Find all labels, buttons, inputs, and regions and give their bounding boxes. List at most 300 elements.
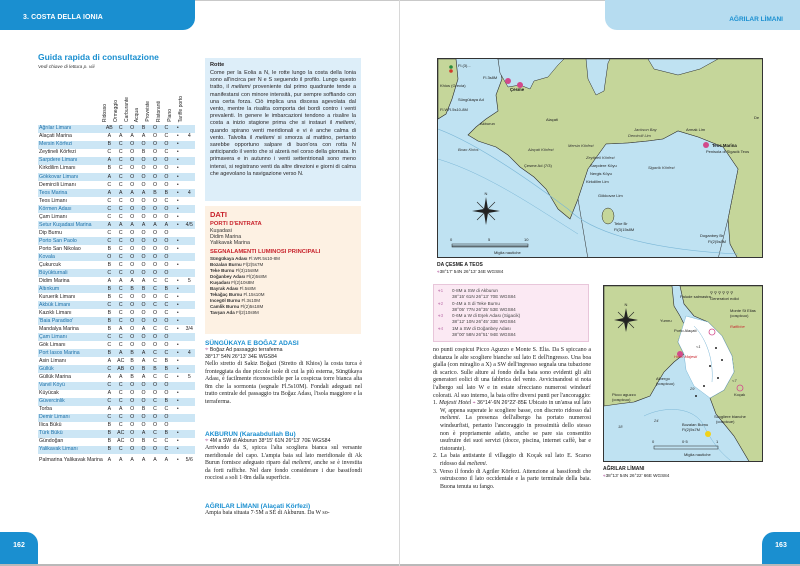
rating-cell: 5 [187,373,191,380]
rating-cell: A [130,277,134,284]
table-row [38,414,195,422]
rating-cell [184,157,195,165]
rating-cell: O [149,414,160,422]
lights-title: SEGNALAMENTI LUMINOSI PRINCIPALI [210,248,321,255]
table-row [38,446,195,454]
svg-text:Generatori eolici: Generatori eolici [710,296,740,301]
svg-text:Çesme: Çesme [510,87,525,92]
rating-cell [172,269,183,277]
place-name: Kuruerik Limanı [39,293,76,300]
table-row [38,317,195,325]
rating-cell: A [107,389,112,396]
table-row [38,422,195,430]
rating-cell: O [161,173,172,181]
rating-cell: AC [117,357,125,364]
place-name: Mersin Körfezi [38,141,104,149]
rating-cell: O [126,125,137,133]
rating-cell [184,205,195,213]
rating-cell: B [107,293,112,300]
rating-cell: • [172,221,183,229]
rating-cell: B [104,430,115,438]
rating-cell: O [138,382,149,390]
rating-cell: C [164,309,169,316]
chart-cesme-to-teos[interactable] [437,58,763,258]
place-name: Dip Burnu [39,229,63,236]
table-row [38,165,195,173]
rating-cell: O [130,389,135,396]
rating-cell: A [141,373,146,380]
rating-cell: O [141,213,146,220]
svg-text:Miglia nautiche: Miglia nautiche [684,452,711,457]
svg-text:Akburun: Akburun [480,121,495,126]
rating-cell: O [126,301,137,309]
svg-text:Teos Marina: Teos Marina [712,143,737,148]
rating-cell: AC [117,438,125,445]
table-row [38,293,195,301]
table-row [38,205,195,213]
quick-guide-title: Guida rapida di consultazione [38,52,159,62]
rating-cell: B [104,349,115,357]
rating-cell: A [118,133,123,140]
rating-cell: O [149,269,160,277]
rating-cell: O [149,173,160,181]
rating-cell: O [164,165,169,172]
rating-cell: O [164,261,169,268]
rating-cell: C [149,301,160,309]
rating-cell: O [126,173,137,181]
quick-guide-subtitle: Vedi chiave di lettura p. viii [38,65,95,70]
section-header-title: AĞRILAR LİMANI [729,16,783,23]
table-row [38,398,195,406]
rating-cell: O [138,301,149,309]
rating-cell [172,333,183,341]
rating-cell: • [172,173,183,181]
rating-cell: • [176,325,179,332]
light-entry: Tavşan Ada Fl(2)10s9M [210,310,259,316]
entry-port: Yalikavak Marina [210,240,250,247]
rating-cell: A [130,133,134,140]
svg-text:Alaçati: Alaçati [546,117,559,122]
rating-cell: AB [115,365,126,373]
rating-cell: C [161,125,172,133]
waypoint-icon: ⌖ [437,269,440,274]
rating-cell: O [126,317,137,325]
rating-cell: C [104,333,115,341]
rating-cell: A [141,133,146,140]
place-name: Altınkum [38,285,104,293]
svg-text:Hotel Majesti: Hotel Majesti [674,354,698,359]
rating-cell [184,173,195,181]
rating-cell: O [126,269,137,277]
rating-cell: B [107,325,112,332]
place-name: Küyücak [39,389,59,396]
rating-cell: B [161,189,172,197]
rating-cell: C [104,301,115,309]
rating-cell: • [176,165,179,172]
svg-text:18: 18 [618,424,623,429]
rating-cell: B [104,141,115,149]
rating-cell: B [141,149,146,156]
rating-cell: B [107,165,112,172]
rating-cell: • [176,293,179,300]
rating-cell: B [107,438,112,445]
rating-cell: C [164,405,169,412]
rating-cell: • [176,373,179,380]
rating-cell: O [130,165,135,172]
rating-cell: • [176,261,179,268]
rating-cell: B [161,398,172,406]
rating-cell: O [138,269,149,277]
rating-cell: C [107,229,112,236]
anchorage-item: 2. La baia antistante il villaggio di Koçak sul lato E. Scarso ridosso dal meltemi. [433,453,591,467]
rating-cell: C [115,414,126,422]
rating-cell: O [130,149,135,156]
rating-cell: 5 [187,277,191,284]
svg-text:Fl.3s8M: Fl.3s8M [483,75,498,80]
rating-cell: A [104,173,115,181]
rating-cell: C [118,165,123,172]
rating-cell [184,149,195,157]
table-row [38,301,195,309]
rating-cell [184,237,195,245]
place-name: Körmen Adası [38,205,104,213]
svg-text:De: De [754,115,760,120]
rating-cell: • [172,365,183,373]
entry-ports-title: PORTI D'ENTRATA [210,221,262,227]
table-row [38,438,195,446]
rating-cell [184,446,195,454]
rating-cell: O [138,317,149,325]
table-row [38,365,195,373]
waypoint-line: ⌖ Boğaz Ad passaggio terraferma [205,347,283,353]
rating-cell: B [149,189,160,197]
table-row [38,157,195,165]
svg-text:Demircili Lim: Demircili Lim [628,133,651,138]
rating-cell: O [161,269,172,277]
rating-cell: 4 [187,133,191,140]
rating-cell: O [130,438,135,445]
rating-cell [184,269,195,277]
rating-cell: O [126,205,137,213]
rating-cell: B [107,421,112,428]
table-row [38,261,195,269]
rating-cell: C [164,293,169,300]
waypoint-icon: ⌖ [205,438,209,444]
table-row [38,125,195,133]
table-row [38,213,195,221]
rating-cell: A [126,221,137,229]
rating-cell: O [126,333,137,341]
rating-cell: A [104,189,115,197]
rating-cell: A [164,457,169,464]
light-entry: Bayrak Adası Fl.5s8M [210,285,256,291]
section-title: AKBURUN (Karaabdullah Bu) [205,431,296,438]
rating-cell [184,125,195,133]
rating-cell: A [141,277,146,284]
rating-cell: O [152,197,158,204]
rating-cell: C [115,398,126,406]
place-name: Kazıklı Limanı [39,309,72,316]
rating-cell [184,165,195,173]
rating-cell: O [141,421,146,428]
rating-cell: B [149,365,160,373]
waypoints-box [433,284,589,342]
rating-cell: C [104,382,115,390]
coordinates: 38°17' 54N 26°13' 34E WGS84 [205,354,277,360]
table-row [38,189,195,197]
waypoint-icon: ⌖3 [438,313,444,319]
rating-cell: • [172,317,183,325]
rating-cell: C [164,197,169,204]
rating-cell: C [149,430,160,438]
rating-cell: C [118,293,123,300]
rating-cell: O [149,333,160,341]
section-title: AĞRILAR LİMANI (Alaçati Körfezi) [205,503,311,510]
rating-cell: O [161,237,172,245]
rating-cell: AB [104,125,115,133]
rating-cell: C [153,277,157,284]
rating-cell [184,301,195,309]
rating-cell: O [130,341,135,348]
rating-cell: A [138,189,149,197]
rating-cell: O [161,157,172,165]
rating-cell: 4 [184,189,195,197]
rating-cell: A [107,277,112,284]
rating-cell: A [161,221,172,229]
rating-cell: A [118,277,123,284]
rating-cell: O [138,398,149,406]
place-name: Porto San Nikolao [39,245,81,252]
rating-cell [184,430,195,438]
rating-cell: • [172,430,183,438]
svg-text:Miglia nautiche: Miglia nautiche [494,250,521,255]
rating-cell: C [115,382,126,390]
rating-cell: • [172,301,183,309]
rating-cell: O [149,382,160,390]
rating-cell: 5/6 [185,457,193,464]
section-sungukaya [205,340,362,407]
rating-cell: 4 [184,349,195,357]
place-name: Teos Marina [38,189,104,197]
rating-cell: O [141,341,146,348]
rating-cell: C [115,301,126,309]
section-title: SÜNGÜKAYA E BOĞAZ ADASI [205,340,299,347]
rating-cell: A [130,457,134,464]
rating-cell [184,181,195,189]
place-name: Porto San Paolo [38,237,104,245]
place-name: Akbük Limanı [38,301,104,309]
rating-cell: O [141,309,146,316]
place-name: Teos Limanı [39,197,67,204]
rating-cell: C [115,446,126,454]
rating-cell: • [172,189,183,197]
column-header: Piano [166,109,173,122]
waypoint-icon: ⌖4 [438,325,444,331]
svg-text:(cospicuo): (cospicuo) [612,397,631,402]
rating-cell: O [164,229,169,236]
rating-cell: O [161,253,172,261]
rating-cell: B [104,446,115,454]
chart-agrilar-limani-graphic [604,286,763,462]
rating-cell: O [161,414,172,422]
rating-cell: C [161,446,172,454]
place-name: Çukurcuk [39,261,61,268]
table-row [38,382,195,390]
rating-cell: O [130,261,135,268]
place-name: Mandalya Marina [39,325,79,332]
chart-agrilar-limani[interactable] [603,285,763,462]
svg-text:Bozalan Burnu: Bozalan Burnu [682,422,709,427]
rating-cell: O [152,389,158,396]
svg-text:N: N [484,191,488,196]
rating-cell: C [153,357,157,364]
rating-cell: A [138,349,149,357]
rating-cell: O [141,165,146,172]
rating-cell: C [107,341,112,348]
rating-cell: O [141,261,146,268]
rating-cell: B [164,357,169,364]
rating-cell: O [149,317,160,325]
rating-cell: O [130,229,135,236]
svg-text:Fl(3)15s8M: Fl(3)15s8M [614,227,635,232]
rating-cell: AC [115,430,126,438]
svg-text:<7: <7 [732,378,737,383]
rating-cell: A [141,357,146,364]
table-row [38,390,195,398]
table-row [38,349,195,357]
column-header: Tariffe porto [177,95,184,122]
rating-cell: O [130,181,135,188]
rating-cell [184,357,195,365]
page-number: 163 [775,542,787,549]
anchorage-list [433,400,591,491]
place-name: Palmarina Yalikavak Marina [39,456,103,463]
rating-cell: C [115,125,126,133]
anchorage-item: 3. Verso il fondo di Agriler Körfezi. Attenzione ai bassifondi che ostruiscono il lato occidentale e la parte terminale della baia. Buona tenuta su fango. [433,468,591,490]
place-name: 'Baia Paradiso' [38,317,104,325]
rating-cell [184,398,195,406]
rating-cell [172,382,183,390]
rating-cell: • [172,141,183,149]
svg-text:(cospicuo): (cospicuo) [730,313,749,318]
rating-cell: • [176,457,179,464]
rating-cell: O [130,325,135,332]
svg-text:<1: <1 [696,344,701,349]
rating-cell: C [104,365,115,373]
rating-cell [172,422,183,430]
rating-cell: C [104,205,115,213]
rating-cell: • [176,197,179,204]
rating-cell: • [172,446,183,454]
table-row [38,221,195,229]
rating-cell: • [176,389,179,396]
rating-cell: C [164,133,169,140]
rating-cell: C [107,149,112,156]
rating-cell: B [130,357,134,364]
rating-cell: B [161,365,172,373]
rating-cell [184,390,195,398]
chart-caption: AĞRILAR LİMANI [603,466,645,472]
place-name: Çam Limanı [38,333,104,341]
rating-cell: B [126,285,137,293]
table-row [38,237,195,245]
svg-text:Fl(2)5s7M: Fl(2)5s7M [682,427,701,432]
rating-cell: • [176,405,179,412]
rating-cell: A [104,157,115,165]
rating-cell: O [138,414,149,422]
rating-cell: C [118,245,123,252]
rating-cell: A [138,430,149,438]
waypoint-icon: ⌖ [603,473,606,478]
rating-cell: A [118,373,123,380]
rating-cell: 3/4 [185,325,193,332]
rating-cell: • [176,277,179,284]
rating-cell: O [126,365,137,373]
svg-text:(cospicue): (cospicue) [716,419,735,424]
table-row [38,229,195,237]
place-name: Kovala [38,253,104,261]
svg-text:Fl(2)5s8M: Fl(2)5s8M [708,239,727,244]
place-name: Asin Limanı [39,357,67,364]
right-page [400,0,800,566]
rating-cell: O [161,141,172,149]
rating-cell: O [152,165,158,172]
chart-cesme-to-teos-graphic [438,59,763,258]
data-title: DATI [210,210,227,219]
svg-text:Çesme Ad (7/3): Çesme Ad (7/3) [524,163,552,168]
rating-cell: B [138,365,149,373]
rating-cell: A [118,325,123,332]
rating-cell: C [107,197,112,204]
svg-text:Raffiche: Raffiche [730,324,745,329]
rating-cell: O [149,141,160,149]
rating-cell [184,382,195,390]
rating-cell: O [126,446,137,454]
rating-cell: C [115,269,126,277]
svg-text:Alaçati Körfezi: Alaçati Körfezi [528,147,554,152]
rating-cell: • [176,213,179,220]
rating-cell: C [115,317,126,325]
waypoint-entry: ⌖4 1M a SW di Doğanbey Adası 38°00' 58N 26°51' 94E WGS84 [438,325,516,338]
place-name: Gökkovar Limanı [38,173,104,181]
rating-cell [172,253,183,261]
chapter-header [0,0,195,30]
rating-cell: O [138,173,149,181]
rating-cell [184,253,195,261]
column-header: Provviste [145,101,152,122]
rating-cell: • [176,181,179,188]
svg-text:Armak Lim: Armak Lim [686,127,706,132]
rating-cell: O [152,181,158,188]
rating-cell: O [161,205,172,213]
rating-cell [184,333,195,341]
rating-cell: C [118,341,123,348]
rating-cell: O [104,253,115,261]
svg-text:N: N [624,302,628,307]
rating-cell: O [130,309,135,316]
rating-cell: O [126,253,137,261]
rating-cell: O [149,157,160,165]
rating-cell: O [126,398,137,406]
rating-cell: C [104,398,115,406]
routes-text: Come per la Eolia a N, le rotte lungo la costa della Ionia sono all'incirca per N e S seguendo il profilo. Lungo questo tratto, il meltemi proveniente dal primo quadrante tende a manifestarsi con minore intensità, pur sempre soffiando con una certa forza. Ciò implica una discesa agevolata dal vento, mentre la risalita comporta dei bordi contro i venti prevalenti. In genere le imbarcazioni tendono a risalire la costa a inizio stagione prima che si instauri il meltemi, quando spirano venti meridionali e vi è anche calma di vento. Talvolta il meltemi si smorza al mattino, pertanto sarebbe opportuno salpare di buon'ora con rotta N anticipando il vento che si alzerà nel corso della giornata. In primavera e in autunno i venti settentrionali sono meno intensi, si registrano venti da altre direzioni e giorni di calma che agevolano la navigazione verso N. [210,70,356,177]
svg-text:Khios (Grecia): Khios (Grecia) [440,83,466,88]
rating-cell: O [126,157,137,165]
rating-cell: O [164,421,169,428]
rating-cell: C [118,261,123,268]
section-text: Arrivando da S, spicca l'alta scogliera bianca sul versante meridionale del capo. L'ampia baia sul lato meridionale di Ak Burun fornisce adeguato riparo dal meltemi, anche se è investita da forti raffiche. Nel dare fondo considerare i due bassifondi rocciosi a soli 1·8m dalla superficie. [205,445,362,482]
svg-text:1: 1 [716,439,719,444]
